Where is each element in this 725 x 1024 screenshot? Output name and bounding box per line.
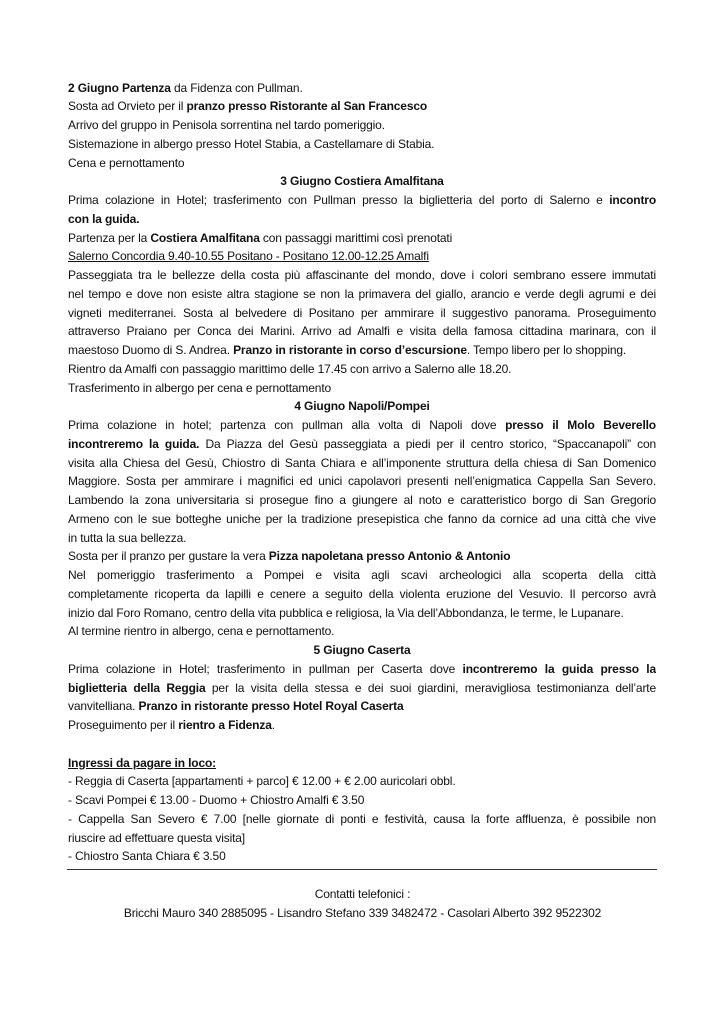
text-line [68,660,656,679]
bold-text: pranzo presso Ristorante al San Francesco [186,99,428,114]
text-line [68,847,656,866]
text-line [68,829,656,848]
bold-text: Pranzo in ristorante presso Hotel Royal Caserta [138,699,404,714]
text-run: con passaggi marittimi così prenotati [259,230,453,245]
bold-text: incontro [609,193,656,208]
text-run: Arrivo del gruppo in Penisola sorrentina nel tardo pomeriggio. [68,118,385,133]
text-line [68,266,656,285]
text-run: Proseguimento per il [68,718,179,733]
text-run: riuscire ad effettuare questa visita] [68,830,245,845]
text-run: visita alla Chiesa del Gesù, Chiostro di Santa Chiara e all’imponente struttura della chiesa di San Domenico [68,455,656,470]
bold-text: con la guida. [68,211,140,226]
text-run: Maggiore. Sosta per ammirare i magnifici ed unici capolavori presenti nell’enigmatica Cappella San Severo. [68,474,656,489]
text-line [68,697,656,716]
text-line [68,585,656,604]
text-run: Da Piazza del Gesù passeggiata a piedi per il centro storico, “Spaccanapoli” con [199,436,656,451]
text-run: Cena e pernottamento [68,155,185,170]
itinerary-document [68,79,656,867]
text-run: inizio dal Foro Romano, centro della vita pubblica e religiosa, la Via dell’Abbondanza, le terme, le Lupanare. [68,605,624,620]
text-run: Trasferimento in albergo per cena e pernottamento [68,380,332,395]
text-run: Sosta per il pranzo per gustare la vera [68,549,269,564]
text-run: vanvitelliana. [68,699,139,714]
text-run: Nel pomeriggio trasferimento a Pompei e visita agli scavi archeologici alla scoperta della città [68,568,656,583]
text-run: Prima colazione in Hotel; trasferimento con Pullman presso la biglietteria del porto di Salerno e [68,193,610,208]
text-run: Sosta ad Orvieto per il [68,99,187,114]
section-heading [68,172,656,191]
text-line [68,416,656,435]
text-line [68,360,656,379]
text-line [68,285,656,304]
text-line [68,379,656,398]
text-run: Armeno con le sue botteghe uniche per la tradizione presepistica che fanno da cornice ad una città che vive [68,511,656,526]
text-run: Passeggiata tra le bellezze della costa più affascinante del mondo, dove i colori sembrano essere immutati [68,268,656,283]
contacts-title: Contatti telefonici : [314,887,411,901]
bold-text: 5 Giugno Caserta [313,643,411,658]
text-run: - Cappella San Severo € 7.00 [nelle giornate di ponti e festività, causa la forte affluenza, è possibile non [68,811,656,826]
text-run: maestoso Duomo di S. Andrea. [68,343,234,358]
bold-text: incontreremo la guida. [68,436,200,451]
text-line [68,210,656,229]
text-line [68,116,656,135]
text-line [68,772,656,791]
text-line [68,547,656,566]
text-line [68,79,656,98]
text-line [68,191,656,210]
text-run: completamente ricoperta da lapilli e cenere a seguito della violenta eruzione del Vesuvio. Il percorso avrà [68,586,656,601]
bold-text: incontreremo la guida presso la [462,661,656,676]
text-line [68,679,656,698]
section-heading [68,641,656,660]
text-run: . [271,718,275,733]
bold-text: 3 Giugno Costiera Amalfitana [280,174,444,189]
bold-text: 4 Giugno Napoli/Pompei [294,399,430,414]
text-run: vigneti mediterranei. Sosta al belvedere di Positano per ammirare il suggestivo panorama. Proseguimento [68,305,656,320]
bold-text: Costiera Amalfitana [150,230,260,245]
text-line [68,791,656,810]
text-line [68,229,656,248]
bold-text: 2 Giugno Partenza [68,80,171,95]
bold-text: presso il Molo Beverello [505,418,656,433]
text-run: in tutta la sua bellezza. [68,530,187,545]
bold-text: biglietteria della Reggia [68,680,206,695]
text-line [68,154,656,173]
text-run: - Reggia di Caserta [appartamenti + parco] € 12.00 + € 2.00 auricolari obbl. [68,774,456,789]
bold-text: Ingressi da pagare in loco: [68,755,216,770]
text-line [68,604,656,623]
text-line [68,97,656,116]
contacts-list: Bricchi Mauro 340 2885095 - Lisandro Stefano 339 3482472 - Casolari Alberto 392 9522302 [123,906,602,920]
text-run: Partenza per la [68,230,151,245]
divider-line [67,869,657,870]
text-line [68,716,656,735]
text-run: nel tempo e dove non esiste altra stagione se non la primavera del giallo, arancio e verde degli agrumi e dei [68,286,656,301]
text-run: Rientro da Amalfi con passaggio marittimo delle 17.45 con arrivo a Salerno alle 18.20. [68,361,512,376]
text-run: Prima colazione in hotel; partenza con pullman alla volta di Napoli dove [68,418,506,433]
text-line [68,454,656,473]
text-run: da Fidenza con Pullman. [170,80,303,95]
text-line [68,341,656,360]
bold-text: Pizza napoletana presso Antonio & Antonio [268,549,511,564]
text-run: . Tempo libero per lo shopping. [466,343,627,358]
text-run: - Scavi Pompei € 13.00 - Duomo + Chiostro Amalfi € 3.50 [68,793,365,808]
text-run: Prima colazione in Hotel; trasferimento in pullman per Caserta dove [68,661,463,676]
section-heading [68,397,656,416]
text-line [68,247,656,266]
text-line [68,529,656,548]
section-heading [68,754,656,773]
text-line [68,810,656,829]
text-run: per la visita della stessa e dei suoi giardini, meravigliosa testimonianza dell’arte [205,680,656,695]
text-line [68,510,656,529]
text-line [68,472,656,491]
text-line [68,304,656,323]
text-run: - Chiostro Santa Chiara € 3.50 [68,849,226,864]
text-line [68,322,656,341]
text-line [68,622,656,641]
text-line [68,435,656,454]
text-run: attraverso Praiano per Conca dei Marini. Arrivo ad Amalfi e visita della famosa cittadina marinara, con il [68,324,656,339]
text-line [68,735,656,754]
text-run: Lambendo la zona universitaria si prosegue fino a giungere al noto e caratteristico borgo di San Gregorio [68,493,656,508]
text-run: Salerno Concordia 9.40-10.55 Positano - Positano 12.00-12.25 Amalfi [68,249,429,264]
text-line [68,491,656,510]
bold-text: rientro a Fidenza [178,718,272,733]
text-run: Al termine rientro in albergo, cena e pernottamento. [68,624,335,639]
bold-text: Pranzo in ristorante in corso d’escursione [233,343,467,358]
text-line [68,135,656,154]
text-run: Sistemazione in albergo presso Hotel Stabia, a Castellamare di Stabia. [68,136,435,151]
text-line [68,566,656,585]
